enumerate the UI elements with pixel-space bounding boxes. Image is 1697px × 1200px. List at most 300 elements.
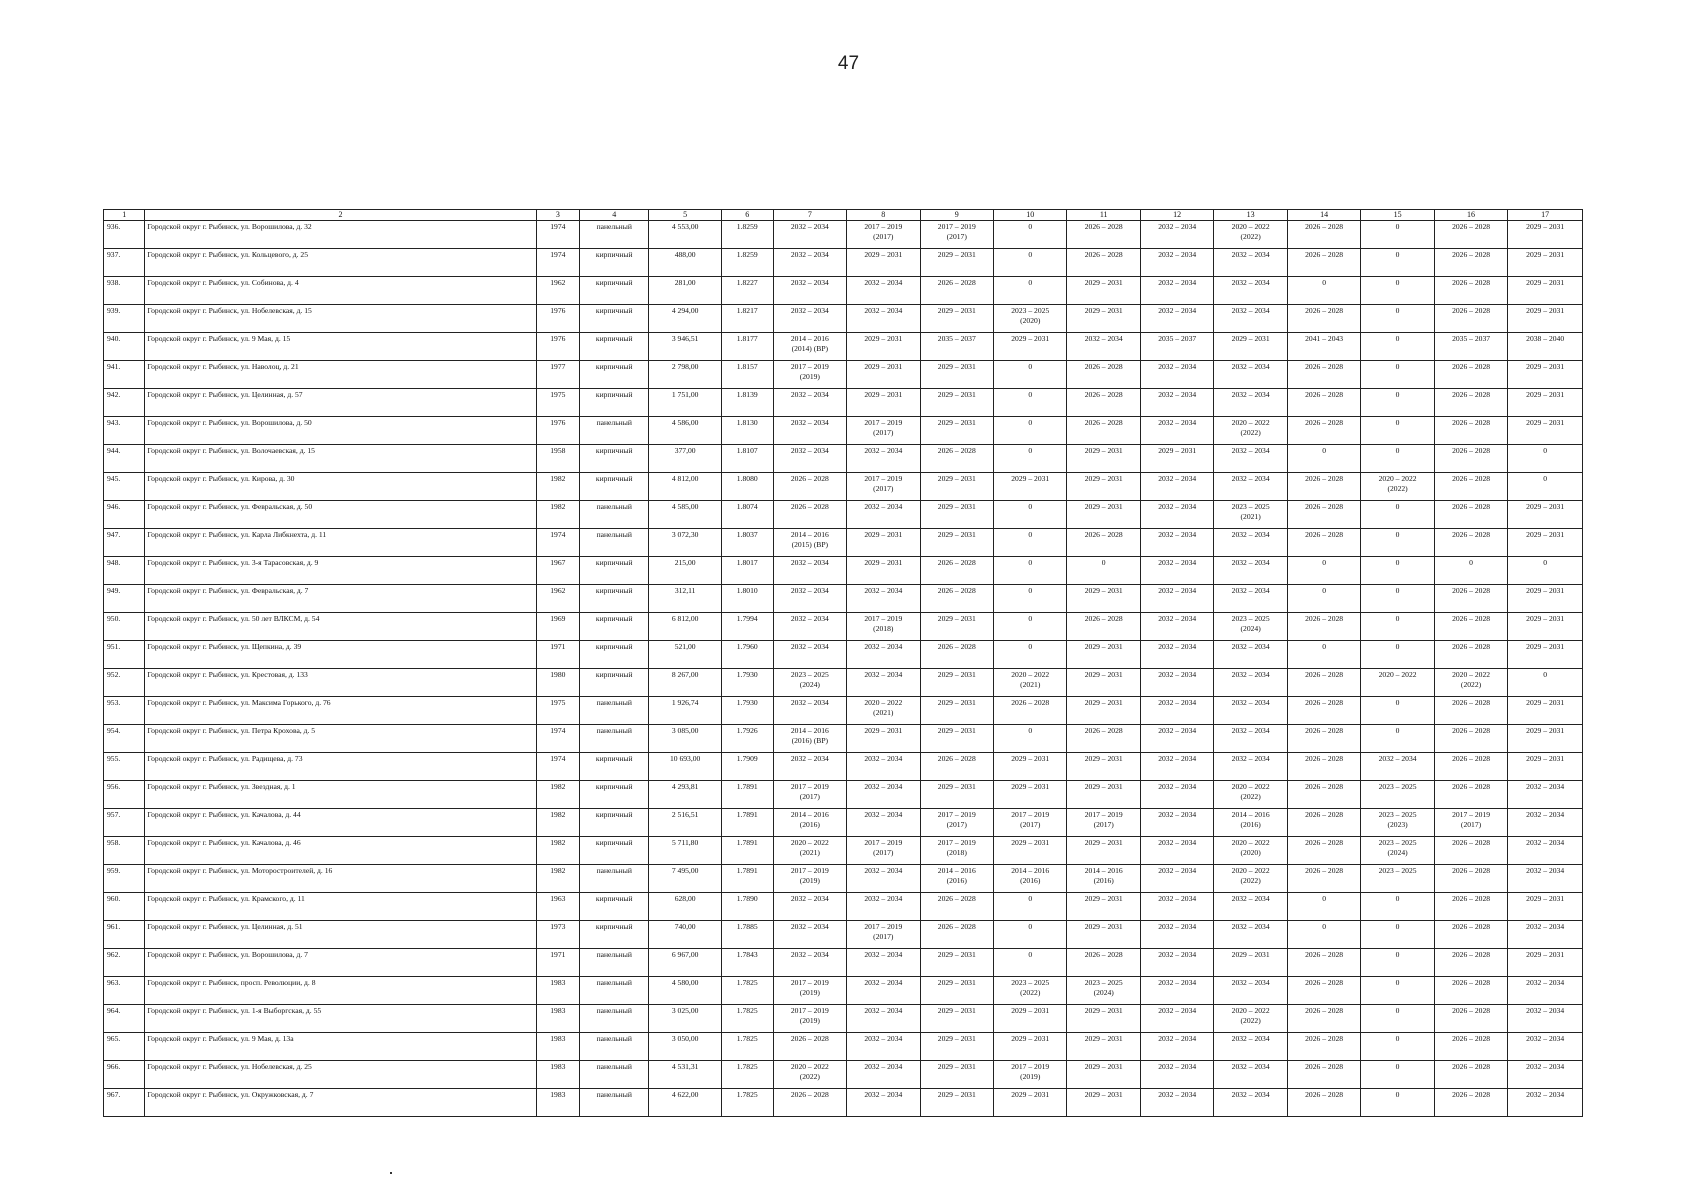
table-cell: 0 — [1361, 501, 1434, 529]
table-cell: 2029 – 2031 — [1508, 697, 1583, 725]
table-cell: 2026 – 2028 — [1434, 697, 1507, 725]
table-cell: 2026 – 2028 — [920, 585, 993, 613]
table-cell: 2032 – 2034 — [1214, 1061, 1287, 1089]
table-row — [104, 1033, 1583, 1061]
row-number-cell: 964. — [104, 1005, 145, 1033]
table-cell: 1.7825 — [721, 1005, 773, 1033]
table-cell: 1962 — [536, 585, 579, 613]
table-cell: 2029 – 2031 — [920, 417, 993, 445]
table-cell: 1973 — [536, 921, 579, 949]
table-cell: 2026 – 2028 — [1287, 361, 1360, 389]
table-cell: 2026 – 2028 — [1067, 389, 1140, 417]
table-cell: 2026 – 2028 — [773, 501, 846, 529]
table-cell: 1.7891 — [721, 837, 773, 865]
table-cell: 2026 – 2028 — [1067, 361, 1140, 389]
row-number-cell: 960. — [104, 893, 145, 921]
column-number-header: 13 — [1214, 210, 1287, 221]
table-cell: 2029 – 2031 — [1067, 501, 1140, 529]
address-cell: Городской округ г. Рыбинск, ул. Целинная, д. 51 — [145, 921, 536, 949]
table-cell: 2026 – 2028 — [920, 753, 993, 781]
table-cell: 2026 – 2028 — [1434, 921, 1507, 949]
table-cell: 2029 – 2031 — [994, 1033, 1067, 1061]
table-cell: 2017 – 2019 (2017) — [847, 837, 920, 865]
address-cell: Городской округ г. Рыбинск, ул. Крамского, д. 11 — [145, 893, 536, 921]
table-cell: 1 926,74 — [649, 697, 721, 725]
table-cell: 2029 – 2031 — [1214, 949, 1287, 977]
address-cell: Городской округ г. Рыбинск, ул. Окружковская, д. 7 — [145, 1089, 536, 1117]
row-number-cell: 941. — [104, 361, 145, 389]
table-cell: 2029 – 2031 — [1508, 529, 1583, 557]
table-cell: 2032 – 2034 — [1361, 753, 1434, 781]
table-cell: 1983 — [536, 977, 579, 1005]
table-cell: 0 — [994, 445, 1067, 473]
table-cell: 2026 – 2028 — [1434, 753, 1507, 781]
address-cell: Городской округ г. Рыбинск, ул. 50 лет ВЛКСМ, д. 54 — [145, 613, 536, 641]
table-cell: 2014 – 2016 (2016) — [1067, 865, 1140, 893]
table-cell: 2032 – 2034 — [1140, 557, 1213, 585]
table-cell: 2032 – 2034 — [1140, 669, 1213, 697]
table-cell: 1.7825 — [721, 1061, 773, 1089]
table-cell: 2026 – 2028 — [1434, 249, 1507, 277]
address-cell: Городской округ г. Рыбинск, ул. 9 Мая, д. 13а — [145, 1033, 536, 1061]
table-cell: 2029 – 2031 — [1067, 1089, 1140, 1117]
table-row — [104, 977, 1583, 1005]
table-cell: 0 — [1361, 557, 1434, 585]
address-cell: Городской округ г. Рыбинск, ул. Качалова, д. 44 — [145, 809, 536, 837]
table-cell: 2029 – 2031 — [1067, 669, 1140, 697]
table-cell: 2032 – 2034 — [773, 697, 846, 725]
table-cell: 2026 – 2028 — [1287, 865, 1360, 893]
table-cell: 1982 — [536, 473, 579, 501]
table-cell: 2032 – 2034 — [847, 1061, 920, 1089]
table-cell: 2029 – 2031 — [920, 305, 993, 333]
address-cell: Городской округ г. Рыбинск, ул. Собинова, д. 4 — [145, 277, 536, 305]
table-cell: 1.8259 — [721, 221, 773, 249]
table-row — [104, 445, 1583, 473]
table-cell: 1983 — [536, 1089, 579, 1117]
table-cell: 2026 – 2028 — [1434, 613, 1507, 641]
table-row — [104, 361, 1583, 389]
table-cell: 0 — [1361, 585, 1434, 613]
table-cell: 1982 — [536, 809, 579, 837]
table-row — [104, 221, 1583, 249]
table-cell: 1.8259 — [721, 249, 773, 277]
address-cell: Городской округ г. Рыбинск, ул. Качалова, д. 46 — [145, 837, 536, 865]
column-number-header: 10 — [994, 210, 1067, 221]
table-cell: 2029 – 2031 — [920, 249, 993, 277]
table-cell: 1.7930 — [721, 669, 773, 697]
row-number-cell: 955. — [104, 753, 145, 781]
table-cell: 2029 – 2031 — [1214, 333, 1287, 361]
address-cell: Городской округ г. Рыбинск, ул. 9 Мая, д. 15 — [145, 333, 536, 361]
row-number-cell: 966. — [104, 1061, 145, 1089]
table-cell: 1971 — [536, 641, 579, 669]
table-cell: 1.8080 — [721, 473, 773, 501]
table-cell: 0 — [994, 501, 1067, 529]
table-cell: 1974 — [536, 249, 579, 277]
column-number-header: 16 — [1434, 210, 1507, 221]
column-number-header: 14 — [1287, 210, 1360, 221]
table-row — [104, 305, 1583, 333]
table-cell: 2026 – 2028 — [1434, 417, 1507, 445]
table-cell: 2032 – 2034 — [1214, 725, 1287, 753]
table-cell: 2029 – 2031 — [1508, 305, 1583, 333]
table-cell: 2026 – 2028 — [1434, 305, 1507, 333]
table-cell: 2029 – 2031 — [1508, 221, 1583, 249]
table-cell: 2032 – 2034 — [847, 669, 920, 697]
table-cell: 0 — [1508, 445, 1583, 473]
table-cell: 1.7885 — [721, 921, 773, 949]
table-cell: 0 — [994, 249, 1067, 277]
table-cell: 1.7891 — [721, 865, 773, 893]
table-cell: 2032 – 2034 — [847, 501, 920, 529]
table-cell: 2032 – 2034 — [1140, 277, 1213, 305]
table-cell: 2029 – 2031 — [1508, 417, 1583, 445]
table-cell: 2032 – 2034 — [1214, 305, 1287, 333]
table-cell: 2032 – 2034 — [1508, 837, 1583, 865]
table-cell: 2032 – 2034 — [1067, 333, 1140, 361]
housing-repair-table — [103, 209, 1583, 1117]
table-cell: 2032 – 2034 — [1140, 725, 1213, 753]
table-cell: 0 — [994, 221, 1067, 249]
row-number-cell: 961. — [104, 921, 145, 949]
table-cell: 2026 – 2028 — [1067, 221, 1140, 249]
table-row — [104, 529, 1583, 557]
table-cell: 2029 – 2031 — [1508, 613, 1583, 641]
table-cell: 2026 – 2028 — [920, 921, 993, 949]
table-cell: 2026 – 2028 — [1287, 1005, 1360, 1033]
table-cell: панельный — [580, 977, 649, 1005]
row-number-cell: 951. — [104, 641, 145, 669]
table-cell: 1.7891 — [721, 809, 773, 837]
table-cell: 1.7926 — [721, 725, 773, 753]
table-cell: 0 — [1361, 333, 1434, 361]
table-cell: 2026 – 2028 — [1287, 613, 1360, 641]
table-cell: 2026 – 2028 — [1067, 249, 1140, 277]
table-cell: 2020 – 2022 (2022) — [1214, 781, 1287, 809]
table-cell: 1.8217 — [721, 305, 773, 333]
table-row — [104, 837, 1583, 865]
table-cell: 2020 – 2022 (2021) — [994, 669, 1067, 697]
table-cell: 0 — [994, 557, 1067, 585]
table-cell: 2029 – 2031 — [994, 473, 1067, 501]
table-cell: 2026 – 2028 — [1067, 949, 1140, 977]
table-cell: 2020 – 2022 (2022) — [1361, 473, 1434, 501]
stray-mark — [390, 1172, 392, 1174]
table-cell: 2026 – 2028 — [1434, 1033, 1507, 1061]
table-row — [104, 277, 1583, 305]
table-cell: 2029 – 2031 — [847, 557, 920, 585]
table-cell: 1.7890 — [721, 893, 773, 921]
table-cell: 2023 – 2025 (2022) — [994, 977, 1067, 1005]
table-cell: 2029 – 2031 — [1067, 277, 1140, 305]
table-cell: 2017 – 2019 (2018) — [847, 613, 920, 641]
table-cell: 8 267,00 — [649, 669, 721, 697]
table-cell: 2029 – 2031 — [920, 977, 993, 1005]
table-cell: 2026 – 2028 — [1434, 977, 1507, 1005]
column-number-header: 1 — [104, 210, 145, 221]
table-row — [104, 725, 1583, 753]
table-cell: кирпичный — [580, 837, 649, 865]
table-cell: 0 — [1361, 361, 1434, 389]
table-cell: 2026 – 2028 — [1434, 865, 1507, 893]
table-cell: 1.7891 — [721, 781, 773, 809]
table-cell: 1.8010 — [721, 585, 773, 613]
table-row — [104, 557, 1583, 585]
table-cell: 2032 – 2034 — [847, 753, 920, 781]
table-cell: 0 — [1508, 557, 1583, 585]
table-cell: 2026 – 2028 — [1434, 837, 1507, 865]
table-cell: 2029 – 2031 — [1508, 389, 1583, 417]
table-cell: 0 — [994, 585, 1067, 613]
table-cell: 2026 – 2028 — [1287, 1033, 1360, 1061]
table-cell: 2032 – 2034 — [1508, 865, 1583, 893]
table-cell: 2032 – 2034 — [1508, 977, 1583, 1005]
table-cell: 2029 – 2031 — [1067, 1005, 1140, 1033]
table-row — [104, 417, 1583, 445]
table-cell: 6 812,00 — [649, 613, 721, 641]
table-cell: 2032 – 2034 — [773, 949, 846, 977]
row-number-cell: 967. — [104, 1089, 145, 1117]
table-cell: 2014 – 2016 (2016) — [920, 865, 993, 893]
table-cell: 2029 – 2031 — [920, 1033, 993, 1061]
table-cell: панельный — [580, 1061, 649, 1089]
table-cell: кирпичный — [580, 809, 649, 837]
table-cell: 2023 – 2025 — [1361, 865, 1434, 893]
table-cell: кирпичный — [580, 249, 649, 277]
table-cell: 0 — [994, 529, 1067, 557]
table-cell: панельный — [580, 1033, 649, 1061]
table-cell: 2029 – 2031 — [994, 753, 1067, 781]
table-cell: 2029 – 2031 — [1508, 249, 1583, 277]
row-number-cell: 965. — [104, 1033, 145, 1061]
table-cell: 2026 – 2028 — [1287, 501, 1360, 529]
table-cell: 2029 – 2031 — [920, 529, 993, 557]
table-cell: 2032 – 2034 — [1140, 837, 1213, 865]
table-cell: 0 — [1508, 669, 1583, 697]
table-cell: 2026 – 2028 — [994, 697, 1067, 725]
column-number-header: 2 — [145, 210, 536, 221]
table-cell: 2029 – 2031 — [1067, 641, 1140, 669]
table-cell: 4 812,00 — [649, 473, 721, 501]
table-cell: 2032 – 2034 — [773, 557, 846, 585]
table-cell: 1.8017 — [721, 557, 773, 585]
table-cell: 2032 – 2034 — [1140, 221, 1213, 249]
table-cell: панельный — [580, 949, 649, 977]
table-cell: 0 — [1361, 249, 1434, 277]
table-cell: 215,00 — [649, 557, 721, 585]
table-cell: 5 711,80 — [649, 837, 721, 865]
table-cell: 740,00 — [649, 921, 721, 949]
table-cell: 2032 – 2034 — [1140, 249, 1213, 277]
table-cell: 2035 – 2037 — [1140, 333, 1213, 361]
table-cell: 2029 – 2031 — [1067, 585, 1140, 613]
table-cell: 2029 – 2031 — [1067, 305, 1140, 333]
table-cell: 312,11 — [649, 585, 721, 613]
table-cell: 0 — [1287, 921, 1360, 949]
table-cell: 2026 – 2028 — [920, 277, 993, 305]
table-cell: 0 — [1361, 389, 1434, 417]
table-cell: 2017 – 2019 (2017) — [920, 221, 993, 249]
table-cell: 2032 – 2034 — [847, 1033, 920, 1061]
table-cell: 2032 – 2034 — [847, 1005, 920, 1033]
table-cell: 2032 – 2034 — [1140, 1061, 1213, 1089]
table-row — [104, 893, 1583, 921]
table-cell: 1.7930 — [721, 697, 773, 725]
table-cell: панельный — [580, 725, 649, 753]
table-cell: 4 293,81 — [649, 781, 721, 809]
table-cell: 2017 – 2019 (2017) — [994, 809, 1067, 837]
table-row — [104, 585, 1583, 613]
address-cell: Городской округ г. Рыбинск, ул. Моторостроителей, д. 16 — [145, 865, 536, 893]
row-number-cell: 957. — [104, 809, 145, 837]
row-number-cell: 939. — [104, 305, 145, 333]
table-row — [104, 1061, 1583, 1089]
row-number-cell: 956. — [104, 781, 145, 809]
table-cell: 2032 – 2034 — [1140, 417, 1213, 445]
table-row — [104, 473, 1583, 501]
table-cell: 2023 – 2025 (2021) — [1214, 501, 1287, 529]
table-cell: 2032 – 2034 — [847, 865, 920, 893]
table-cell: 521,00 — [649, 641, 721, 669]
table-cell: 2032 – 2034 — [1140, 389, 1213, 417]
table-cell: 1982 — [536, 865, 579, 893]
table-cell: 2032 – 2034 — [773, 921, 846, 949]
table-cell: кирпичный — [580, 305, 649, 333]
table-cell: 3 085,00 — [649, 725, 721, 753]
table-cell: кирпичный — [580, 277, 649, 305]
table-cell: кирпичный — [580, 445, 649, 473]
table-cell: 0 — [1361, 529, 1434, 557]
column-number-header: 15 — [1361, 210, 1434, 221]
row-number-cell: 944. — [104, 445, 145, 473]
table-cell: 2017 – 2019 (2019) — [773, 361, 846, 389]
table-cell: 1982 — [536, 501, 579, 529]
table-cell: 0 — [994, 417, 1067, 445]
table-cell: 2029 – 2031 — [1067, 837, 1140, 865]
table-cell: 2032 – 2034 — [773, 417, 846, 445]
table-cell: 2020 – 2022 (2020) — [1214, 837, 1287, 865]
table-cell: 1974 — [536, 221, 579, 249]
table-cell: 2029 – 2031 — [1067, 781, 1140, 809]
table-cell: 2029 – 2031 — [1508, 641, 1583, 669]
table-cell: 0 — [1361, 613, 1434, 641]
table-cell: 0 — [1361, 221, 1434, 249]
table-cell: 2032 – 2034 — [1140, 753, 1213, 781]
table-cell: 2029 – 2031 — [1508, 361, 1583, 389]
table-cell: 2032 – 2034 — [1140, 1089, 1213, 1117]
table-cell: 2017 – 2019 (2017) — [847, 417, 920, 445]
table-cell: 2032 – 2034 — [847, 1089, 920, 1117]
table-cell: 2032 – 2034 — [773, 445, 846, 473]
table-cell: 2032 – 2034 — [847, 781, 920, 809]
table-cell: 2026 – 2028 — [1434, 221, 1507, 249]
table-cell: 2026 – 2028 — [1434, 725, 1507, 753]
table-cell: 2026 – 2028 — [1287, 753, 1360, 781]
table-cell: 2029 – 2031 — [847, 333, 920, 361]
address-cell: Городской округ г. Рыбинск, просп. Революции, д. 8 — [145, 977, 536, 1005]
address-cell: Городской округ г. Рыбинск, ул. Кольцевого, д. 25 — [145, 249, 536, 277]
table-cell: 2026 – 2028 — [1287, 1089, 1360, 1117]
table-cell: 1.8139 — [721, 389, 773, 417]
table-cell: 2029 – 2031 — [1508, 949, 1583, 977]
table-cell: 2029 – 2031 — [847, 389, 920, 417]
table-cell: 2032 – 2034 — [1508, 1005, 1583, 1033]
table-cell: 2029 – 2031 — [1067, 921, 1140, 949]
table-cell: 0 — [1361, 1089, 1434, 1117]
address-cell: Городской округ г. Рыбинск, ул. Нобелевская, д. 25 — [145, 1061, 536, 1089]
table-cell: панельный — [580, 529, 649, 557]
table-cell: 2029 – 2031 — [920, 613, 993, 641]
table-cell: 2032 – 2034 — [1508, 1033, 1583, 1061]
table-cell: 2029 – 2031 — [1067, 1033, 1140, 1061]
table-cell: кирпичный — [580, 753, 649, 781]
table-cell: 2029 – 2031 — [920, 501, 993, 529]
table-cell: 2032 – 2034 — [847, 305, 920, 333]
table-cell: кирпичный — [580, 557, 649, 585]
table-cell: 2014 – 2016 (2016) — [773, 809, 846, 837]
table-cell: панельный — [580, 1005, 649, 1033]
table-cell: 2026 – 2028 — [1287, 417, 1360, 445]
table-cell: 2023 – 2025 — [1361, 781, 1434, 809]
table-cell: 2026 – 2028 — [1067, 725, 1140, 753]
table-cell: 2023 – 2025 (2024) — [1361, 837, 1434, 865]
table-cell: панельный — [580, 1089, 649, 1117]
table-cell: 2026 – 2028 — [1287, 389, 1360, 417]
address-cell: Городской округ г. Рыбинск, ул. Звездная, д. 1 — [145, 781, 536, 809]
table-cell: панельный — [580, 697, 649, 725]
table-cell: 0 — [994, 613, 1067, 641]
table-cell: 2032 – 2034 — [1140, 529, 1213, 557]
table-cell: 2017 – 2019 (2017) — [920, 809, 993, 837]
table-cell: 2032 – 2034 — [1140, 613, 1213, 641]
column-number-header: 17 — [1508, 210, 1583, 221]
table-cell: панельный — [580, 501, 649, 529]
table-cell: 2026 – 2028 — [1434, 445, 1507, 473]
table-cell: 2032 – 2034 — [1508, 809, 1583, 837]
table-cell: 2032 – 2034 — [1214, 1089, 1287, 1117]
table-cell: 2029 – 2031 — [920, 669, 993, 697]
table-cell: 0 — [1361, 445, 1434, 473]
table-cell: 0 — [1361, 1061, 1434, 1089]
table-cell: 1974 — [536, 529, 579, 557]
row-number-cell: 958. — [104, 837, 145, 865]
table-cell: 1975 — [536, 697, 579, 725]
table-cell: 0 — [1287, 277, 1360, 305]
table-cell: 2032 – 2034 — [847, 977, 920, 1005]
address-cell: Городской округ г. Рыбинск, ул. Крестовая, д. 133 — [145, 669, 536, 697]
table-cell: 2026 – 2028 — [1287, 1061, 1360, 1089]
address-cell: Городской округ г. Рыбинск, ул. Кирова, д. 30 — [145, 473, 536, 501]
address-cell: Городской округ г. Рыбинск, ул. 3-я Тарасовская, д. 9 — [145, 557, 536, 585]
table-cell: 2032 – 2034 — [1214, 557, 1287, 585]
table-cell: 2029 – 2031 — [920, 1061, 993, 1089]
table-cell: 2014 – 2016 (2016) — [1214, 809, 1287, 837]
table-cell: 2014 – 2016 (2014) (ВР) — [773, 333, 846, 361]
table-cell: 2032 – 2034 — [1140, 585, 1213, 613]
table-cell: кирпичный — [580, 669, 649, 697]
table-cell: 2032 – 2034 — [773, 613, 846, 641]
table-cell: 2041 – 2043 — [1287, 333, 1360, 361]
table-cell: 1971 — [536, 949, 579, 977]
table-cell: 2032 – 2034 — [1508, 1089, 1583, 1117]
table-cell: 2 516,51 — [649, 809, 721, 837]
table-cell: 2 798,00 — [649, 361, 721, 389]
table-cell: 0 — [1361, 697, 1434, 725]
table-row — [104, 613, 1583, 641]
table-cell: 1982 — [536, 781, 579, 809]
table-cell: 2032 – 2034 — [1140, 893, 1213, 921]
